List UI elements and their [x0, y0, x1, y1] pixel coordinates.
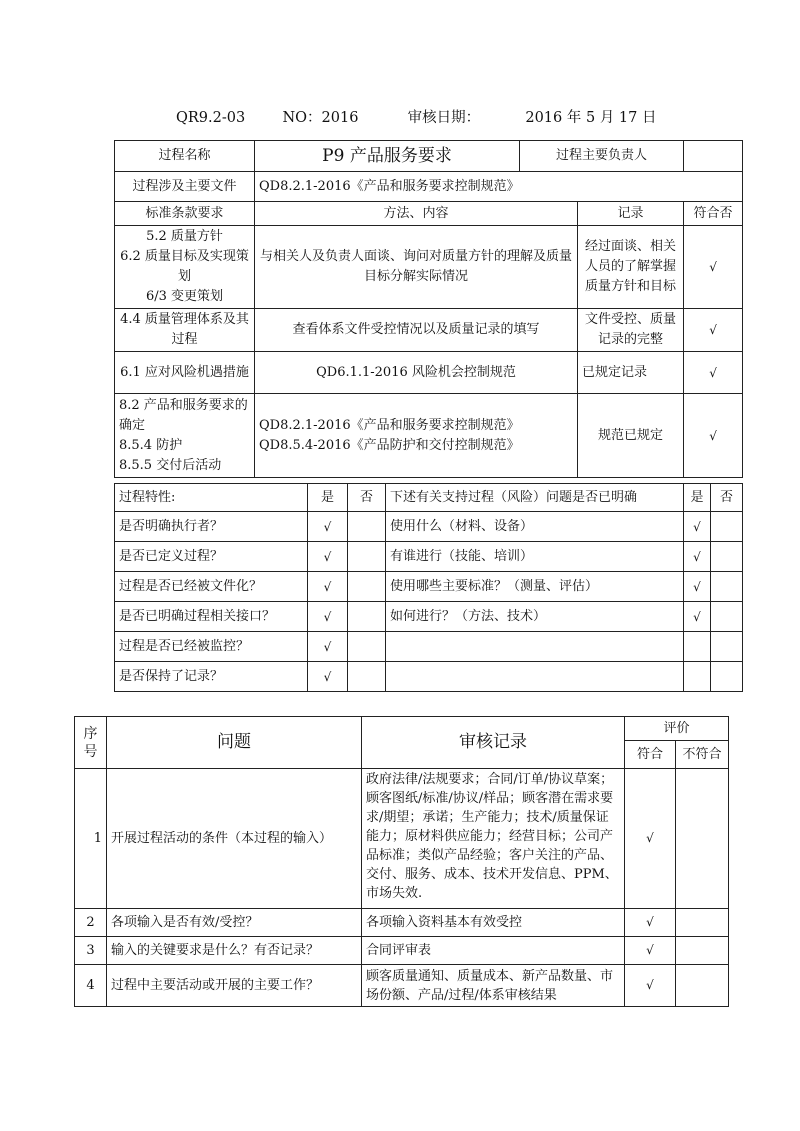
audit-question: 开展过程活动的条件（本过程的输入）	[107, 769, 362, 909]
yes-header: 是	[684, 484, 711, 512]
audit-seq: 2	[75, 909, 107, 937]
criteria-ok: √	[684, 309, 743, 352]
criteria-record: 规范已规定	[578, 394, 684, 478]
support-yes	[684, 632, 711, 662]
characteristic-yes: √	[308, 572, 348, 602]
criteria-clause: 6.1 应对风险机遇措施	[115, 352, 255, 394]
characteristics-row	[115, 602, 743, 632]
criteria-method: QD6.1.1-2016 风险机会控制规范	[255, 352, 578, 394]
characteristics-left-header: 过程特性:	[115, 484, 308, 512]
characteristics-row	[115, 572, 743, 602]
yes-header: 是	[308, 484, 348, 512]
characteristics-right-header: 下述有关支持过程（风险）问题是否已明确	[386, 484, 684, 512]
no-header: 否	[348, 484, 386, 512]
audit-seq: 4	[75, 965, 107, 1007]
audit-table	[74, 716, 729, 1007]
record-header: 审核记录	[362, 717, 625, 769]
audit-question: 输入的关键要求是什么？有否记录？	[107, 937, 362, 965]
criteria-row	[115, 226, 743, 309]
characteristic-question: 是否已明确过程相关接口？	[115, 602, 308, 632]
audit-conform: √	[625, 769, 676, 909]
audit-date: 2016 年 5 月 17 日	[525, 110, 657, 126]
clause-line: 8.5.5 交付后活动	[119, 457, 222, 473]
process-owner-value	[684, 141, 743, 172]
support-question	[386, 632, 684, 662]
support-question	[386, 662, 684, 692]
process-owner-label: 过程主要负责人	[520, 141, 684, 172]
support-question: 如何进行？（方法、技术）	[386, 602, 684, 632]
method-line: QD8.5.4-2016《产品防护和交付控制规范》	[259, 437, 520, 453]
audit-nonconform	[676, 965, 729, 1007]
characteristic-question: 是否保持了记录？	[115, 662, 308, 692]
criteria-header-row	[115, 202, 743, 226]
support-no	[711, 542, 743, 572]
process-docs-value: QD8.2.1-2016《产品和服务要求控制规范》	[255, 172, 743, 202]
clause-line: 6/3 变更策划	[145, 289, 224, 304]
criteria-clause	[115, 226, 255, 309]
criteria-header-record: 记录	[578, 202, 684, 226]
process-docs-label: 过程涉及主要文件	[115, 172, 255, 202]
audit-record: 政府法律/法规要求；合同/订单/协议草案；顾客图纸/标准/协议/样品；顾客潜在需求要求/期望；承诺；生产能力；技术/质量保证能力；原材料供应能力；经营目标；公司产品标准；类似产品经验；客户关注的产品、交付、服务、成本、技术开发信息、PPM、市场失效.	[362, 769, 625, 909]
conform-header: 符合	[625, 741, 676, 769]
characteristics-row	[115, 662, 743, 692]
criteria-method	[255, 394, 578, 478]
support-question: 使用哪些主要标准？（测量、评估）	[386, 572, 684, 602]
audit-nonconform	[676, 937, 729, 965]
characteristic-no	[348, 542, 386, 572]
characteristic-question: 是否已定义过程？	[115, 542, 308, 572]
audit-seq: 1	[75, 769, 107, 909]
clause-line: 6.2 质量目标及实现策划	[120, 249, 249, 284]
criteria-method: 与相关人及负责人面谈、询问对质量方针的理解及质量目标分解实际情况	[255, 226, 578, 309]
clause-line: 8.2 产品和服务要求的确定	[119, 397, 248, 433]
audit-nonconform	[676, 909, 729, 937]
audit-row	[75, 769, 729, 909]
characteristics-header-row	[115, 484, 743, 512]
criteria-record: 经过面谈、相关人员的了解掌握质量方针和目标	[578, 226, 684, 309]
clause-line: 5.2 质量方针	[146, 229, 223, 244]
audit-conform: √	[625, 909, 676, 937]
criteria-row	[115, 394, 743, 478]
audit-seq: 3	[75, 937, 107, 965]
audit-record: 顾客质量通知、质量成本、新产品数量、市场份额、产品/过程/体系审核结果	[362, 965, 625, 1007]
criteria-row	[115, 309, 743, 352]
audit-conform: √	[625, 965, 676, 1007]
audit-nonconform	[676, 769, 729, 909]
support-yes: √	[684, 512, 711, 542]
support-yes: √	[684, 572, 711, 602]
no-header: 否	[711, 484, 743, 512]
criteria-clause: 4.4 质量管理体系及其过程	[115, 309, 255, 352]
criteria-ok: √	[684, 394, 743, 478]
support-question: 有谁进行（技能、培训）	[386, 542, 684, 572]
characteristics-row	[115, 542, 743, 572]
process-name-row	[115, 141, 743, 172]
support-no	[711, 662, 743, 692]
characteristic-no	[348, 632, 386, 662]
support-question: 使用什么（材料、设备）	[386, 512, 684, 542]
criteria-ok: √	[684, 226, 743, 309]
characteristic-no	[348, 572, 386, 602]
characteristic-yes: √	[308, 542, 348, 572]
criteria-clause	[115, 394, 255, 478]
audit-record: 各项输入资料基本有效受控	[362, 909, 625, 937]
support-no	[711, 572, 743, 602]
criteria-row	[115, 352, 743, 394]
criteria-header-method: 方法、内容	[255, 202, 578, 226]
process-docs-row	[115, 172, 743, 202]
characteristics-table	[114, 483, 743, 692]
characteristic-yes: √	[308, 512, 348, 542]
support-yes: √	[684, 602, 711, 632]
characteristic-yes: √	[308, 602, 348, 632]
audit-header-row	[75, 717, 729, 741]
criteria-header-clause: 标准条款要求	[115, 202, 255, 226]
audit-row	[75, 909, 729, 937]
question-header: 问题	[107, 717, 362, 769]
characteristic-question: 是否明确执行者？	[115, 512, 308, 542]
characteristic-question: 过程是否已经被监控？	[115, 632, 308, 662]
form-header	[176, 106, 656, 127]
form-number: NO：2016	[282, 110, 359, 126]
method-line: QD8.2.1-2016《产品和服务要求控制规范》	[259, 417, 520, 433]
characteristic-no	[348, 662, 386, 692]
characteristic-no	[348, 602, 386, 632]
audit-record: 合同评审表	[362, 937, 625, 965]
audit-conform: √	[625, 937, 676, 965]
audit-question: 过程中主要活动或开展的主要工作？	[107, 965, 362, 1007]
clause-line: 8.5.4 防护	[119, 437, 183, 453]
characteristic-no	[348, 512, 386, 542]
criteria-ok: √	[684, 352, 743, 394]
characteristic-yes: √	[308, 662, 348, 692]
characteristics-row	[115, 512, 743, 542]
support-no	[711, 602, 743, 632]
audit-row	[75, 965, 729, 1007]
support-no	[711, 512, 743, 542]
support-yes: √	[684, 542, 711, 572]
audit-row	[75, 937, 729, 965]
criteria-record: 已规定记录	[578, 352, 684, 394]
process-name-value: P9 产品服务要求	[255, 141, 520, 172]
process-name-label: 过程名称	[115, 141, 255, 172]
characteristic-yes: √	[308, 632, 348, 662]
nonconform-header: 不符合	[676, 741, 729, 769]
criteria-method: 查看体系文件受控情况以及质量记录的填写	[255, 309, 578, 352]
criteria-record: 文件受控、质量记录的完整	[578, 309, 684, 352]
seq-header: 序号	[75, 717, 107, 769]
criteria-header-ok: 符合否	[684, 202, 743, 226]
audit-date-label: 审核日期：	[407, 110, 481, 126]
support-yes	[684, 662, 711, 692]
support-no	[711, 632, 743, 662]
characteristic-question: 过程是否已经被文件化？	[115, 572, 308, 602]
evaluation-header: 评价	[625, 717, 729, 741]
process-criteria-table	[114, 140, 743, 478]
characteristics-row	[115, 632, 743, 662]
form-code: QR9.2-03	[176, 110, 246, 126]
audit-question: 各项输入是否有效/受控？	[107, 909, 362, 937]
